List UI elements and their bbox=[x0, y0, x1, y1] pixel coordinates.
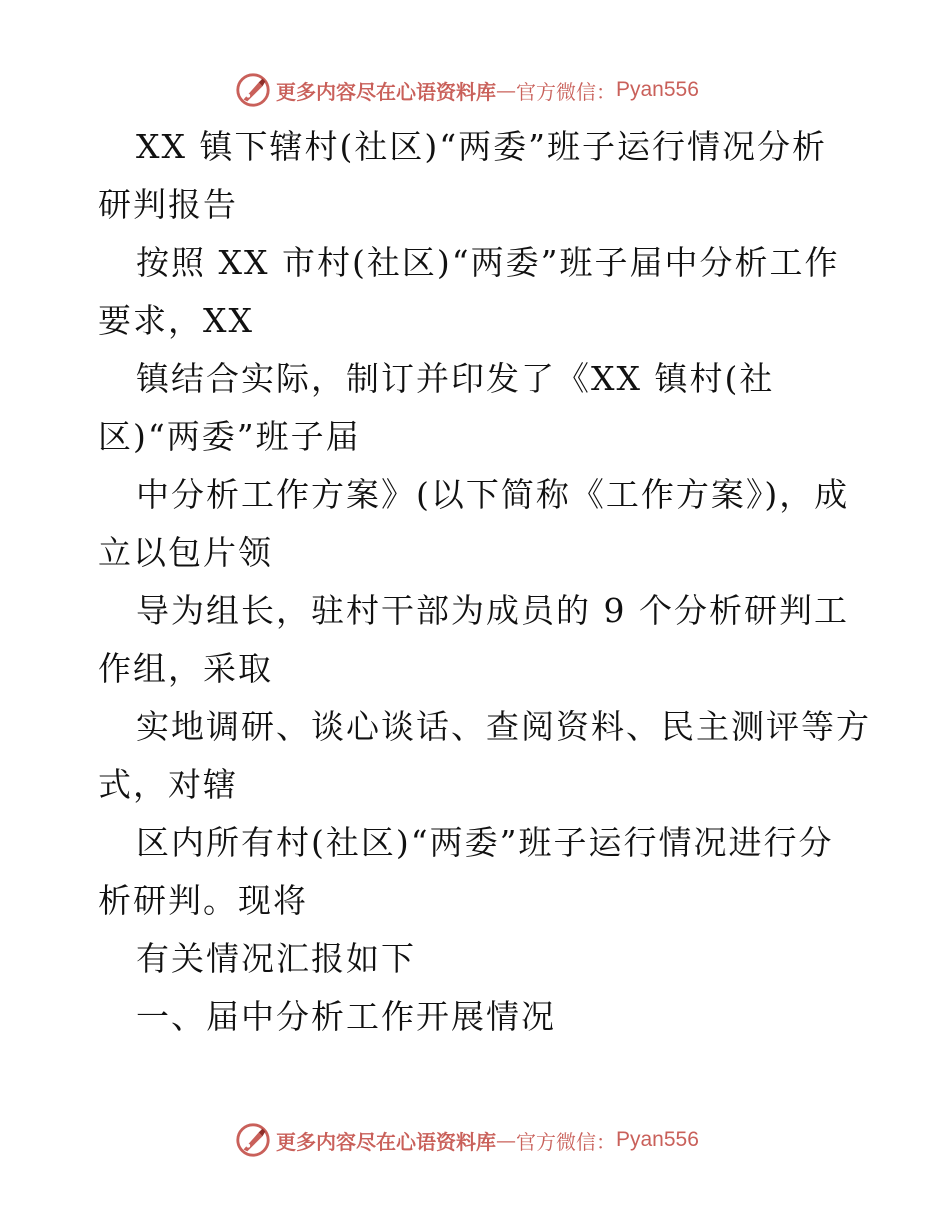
paragraph-line: 导为组长，驻村干部为成员的 9 个分析研判工 bbox=[136, 591, 849, 630]
document-body bbox=[98, 118, 871, 1046]
pen-nib-logo-icon bbox=[234, 1121, 272, 1159]
watermark-wechat-id: Pyan556 bbox=[616, 78, 699, 101]
paragraph-line: 区)“两委”班子届 bbox=[98, 417, 361, 456]
paragraph-line: 要求，XX bbox=[98, 301, 254, 340]
watermark-dash: — bbox=[496, 78, 516, 102]
header-watermark bbox=[234, 70, 699, 110]
paragraph-line: 立以包片领 bbox=[98, 533, 273, 572]
paragraph-line: 作组，采取 bbox=[98, 649, 273, 688]
paragraph-line: 中分析工作方案》(以下简称《工作方案》)，成 bbox=[136, 475, 850, 514]
paragraph-line: 析研判。现将 bbox=[98, 881, 308, 920]
watermark-wechat-id: Pyan556 bbox=[616, 1128, 699, 1151]
paragraph-line: 式，对辖 bbox=[98, 765, 238, 804]
title-line-2: 研判报告 bbox=[98, 185, 238, 224]
watermark-wechat-label: 官方微信： bbox=[516, 79, 616, 104]
paragraph-line: 有关情况汇报如下 bbox=[136, 939, 416, 978]
footer-watermark bbox=[234, 1120, 699, 1160]
section-heading: 一、届中分析工作开展情况 bbox=[136, 997, 556, 1036]
watermark-brand: 更多内容尽在心语资料库 bbox=[276, 1129, 496, 1154]
watermark-brand: 更多内容尽在心语资料库 bbox=[276, 79, 496, 104]
pen-nib-logo-icon bbox=[234, 71, 272, 109]
paragraph-line: 实地调研、谈心谈话、查阅资料、民主测评等方 bbox=[136, 707, 871, 746]
paragraph-line: 镇结合实际，制订并印发了《XX 镇村(社 bbox=[136, 359, 775, 398]
watermark-dash: — bbox=[496, 1128, 516, 1152]
title-line-1: XX 镇下辖村(社区)“两委”班子运行情况分析 bbox=[136, 127, 827, 166]
paragraph-line: 区内所有村(社区)“两委”班子运行情况进行分 bbox=[136, 823, 834, 862]
paragraph-line: 按照 XX 市村(社区)“两委”班子届中分析工作 bbox=[136, 243, 840, 282]
watermark-wechat-label: 官方微信： bbox=[516, 1129, 616, 1154]
